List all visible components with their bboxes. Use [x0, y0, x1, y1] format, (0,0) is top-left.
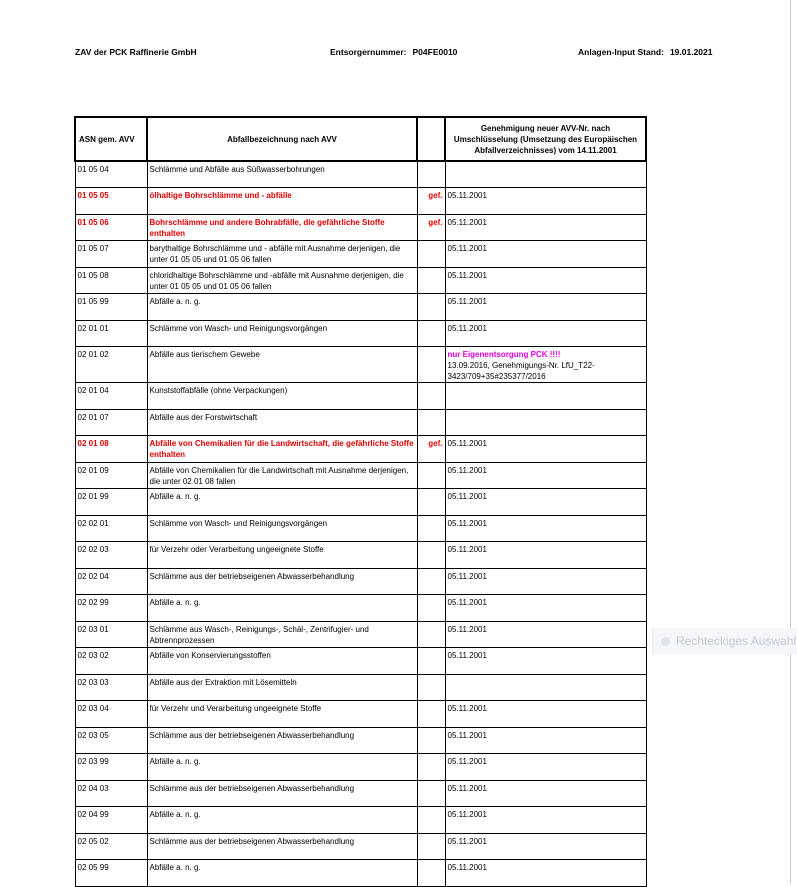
cell-description: Abfälle von Chemikalien für die Landwirtschaft, die gefährliche Stoffe enthalten [147, 436, 417, 463]
cell-description: Abfälle a. n. g. [147, 860, 417, 887]
cell-hazard-flag [417, 595, 445, 622]
table-row [75, 701, 646, 728]
cell-hazard-flag [417, 648, 445, 675]
cell-description: Schlämme aus der betriebseigenen Abwasserbehandlung [147, 780, 417, 807]
cell-hazard-flag [417, 833, 445, 860]
cell-asn: 02 03 99 [75, 754, 147, 781]
cell-approval: 05.11.2001 [445, 727, 646, 754]
cell-hazard-flag [417, 701, 445, 728]
cell-hazard-flag [417, 320, 445, 347]
table-row [75, 347, 646, 383]
cell-hazard-flag [417, 347, 445, 383]
cell-asn: 02 01 01 [75, 320, 147, 347]
cell-hazard-flag [417, 542, 445, 569]
cell-hazard-flag: gef. [417, 188, 445, 215]
cell-asn: 02 04 99 [75, 807, 147, 834]
cell-asn: 02 02 01 [75, 515, 147, 542]
cell-asn: 02 01 07 [75, 409, 147, 436]
cell-asn: 02 03 03 [75, 674, 147, 701]
entsorgernummer-value: P04FE0010 [412, 47, 458, 57]
cell-approval: 05.11.2001 [445, 648, 646, 675]
cell-approval: 05.11.2001 [445, 188, 646, 215]
table-row [75, 294, 646, 321]
cell-approval: 05.11.2001 [445, 489, 646, 516]
waste-code-table [74, 116, 647, 887]
cell-asn: 02 03 04 [75, 701, 147, 728]
cell-description: barythaltige Bohrschlämme und - abfälle mit Ausnahme derjenigen, die unter 01 05 05 und 01 05 06 fallen [147, 241, 417, 268]
cell-asn: 01 05 05 [75, 188, 147, 215]
cell-asn: 02 03 02 [75, 648, 147, 675]
cell-approval: 05.11.2001 [445, 621, 646, 648]
table-row [75, 241, 646, 268]
cell-hazard-flag [417, 727, 445, 754]
entsorgernummer-label: Entsorgernummer: [330, 47, 407, 57]
cell-asn: 02 02 99 [75, 595, 147, 622]
cell-description: Abfälle von Konservierungsstoffen [147, 648, 417, 675]
cell-hazard-flag [417, 754, 445, 781]
cell-hazard-flag [417, 568, 445, 595]
approval-note-highlight: nur Eigenentsorgung PCK !!!! [447, 350, 561, 359]
table-row [75, 754, 646, 781]
cell-hazard-flag [417, 383, 445, 410]
cell-hazard-flag [417, 807, 445, 834]
cell-asn: 02 01 04 [75, 383, 147, 410]
cell-hazard-flag [417, 161, 445, 188]
cell-asn: 02 03 01 [75, 621, 147, 648]
cell-hazard-flag [417, 241, 445, 268]
cell-description: Kunststoffabfälle (ohne Verpackungen) [147, 383, 417, 410]
cell-asn: 02 02 03 [75, 542, 147, 569]
table-row [75, 595, 646, 622]
cell-hazard-flag [417, 409, 445, 436]
cell-asn: 02 01 02 [75, 347, 147, 383]
cell-approval [445, 674, 646, 701]
cell-hazard-flag [417, 462, 445, 489]
cell-approval: 05.11.2001 [445, 542, 646, 569]
cell-approval: 05.11.2001 [445, 515, 646, 542]
cell-asn: 02 01 09 [75, 462, 147, 489]
table-row [75, 383, 646, 410]
cell-description: für Verzehr und Verarbeitung ungeeignete Stoffe [147, 701, 417, 728]
cell-asn: 02 03 05 [75, 727, 147, 754]
cell-hazard-flag: gef. [417, 214, 445, 241]
cell-asn: 02 04 03 [75, 780, 147, 807]
cell-asn: 02 02 04 [75, 568, 147, 595]
table-row [75, 161, 646, 188]
cell-approval [445, 347, 646, 383]
input-stand-label: Anlagen-Input Stand: [578, 47, 664, 57]
cell-asn: 01 05 07 [75, 241, 147, 268]
cell-approval: 05.11.2001 [445, 701, 646, 728]
cell-description: chloridhaltige Bohrschlämme und -abfälle mit Ausnahme derjenigen, die unter 01 05 05 und 01 05 06 fallen [147, 267, 417, 294]
column-header-approval: Genehmigung neuer AVV-Nr. nach Umschlüsselung (Umsetzung des Europäischen Abfallverzeichnisses) vom 14.11.2001 [445, 117, 646, 161]
tool-tooltip [652, 628, 797, 654]
cell-asn: 01 05 06 [75, 214, 147, 241]
table-row [75, 727, 646, 754]
table-header-row [75, 117, 646, 161]
cell-description: Schlämme aus der betriebseigenen Abwasserbehandlung [147, 833, 417, 860]
entsorgernummer [330, 47, 457, 57]
table-row [75, 621, 646, 648]
table-row [75, 542, 646, 569]
column-header-flag [417, 117, 445, 161]
table-row [75, 780, 646, 807]
cell-approval [445, 383, 646, 410]
table-row [75, 320, 646, 347]
table-row [75, 409, 646, 436]
cell-description: Schlämme aus der betriebseigenen Abwasserbehandlung [147, 727, 417, 754]
cell-approval: 05.11.2001 [445, 462, 646, 489]
cell-hazard-flag [417, 780, 445, 807]
cell-description: Abfälle von Chemikalien für die Landwirtschaft mit Ausnahme derjenigen, die unter 02 01 08 fallen [147, 462, 417, 489]
tooltip-text: Rechteckiges Auswahl [676, 634, 797, 648]
cell-description: für Verzehr oder Verarbeitung ungeeignete Stoffe [147, 542, 417, 569]
cell-approval: 05.11.2001 [445, 267, 646, 294]
table-row [75, 674, 646, 701]
cell-description: Abfälle a. n. g. [147, 754, 417, 781]
table-row [75, 462, 646, 489]
cell-hazard-flag [417, 674, 445, 701]
table-row [75, 515, 646, 542]
cell-description: Schlämme aus der betriebseigenen Abwasserbehandlung [147, 568, 417, 595]
approval-note: 13.09.2016, Genehmigungs-Nr. LfU_T22-3423/709+35#235377/2016 [447, 361, 595, 381]
table-row [75, 214, 646, 241]
cell-approval: 05.11.2001 [445, 214, 646, 241]
cell-description: Abfälle aus der Extraktion mit Lösemitteln [147, 674, 417, 701]
table-row [75, 807, 646, 834]
cell-description: Bohrschlämme und andere Bohrabfälle, die gefährliche Stoffe enthalten [147, 214, 417, 241]
cell-approval: 05.11.2001 [445, 294, 646, 321]
column-header-description: Abfallbezeichnung nach AVV [147, 117, 417, 161]
cell-approval [445, 161, 646, 188]
cell-description: Abfälle aus der Forstwirtschaft [147, 409, 417, 436]
table-row [75, 489, 646, 516]
cell-approval: 05.11.2001 [445, 568, 646, 595]
table-row [75, 267, 646, 294]
cell-description: Abfälle a. n. g. [147, 489, 417, 516]
cell-description: Abfälle a. n. g. [147, 294, 417, 321]
cell-hazard-flag [417, 267, 445, 294]
cell-approval: 05.11.2001 [445, 241, 646, 268]
cell-description: Schlämme und Abfälle aus Süßwasserbohrungen [147, 161, 417, 188]
cell-approval: 05.11.2001 [445, 780, 646, 807]
cell-asn: 02 01 08 [75, 436, 147, 463]
cell-asn: 02 05 02 [75, 833, 147, 860]
cell-approval: 05.11.2001 [445, 807, 646, 834]
selection-tool-icon [661, 637, 670, 646]
cell-description: Schlämme aus Wasch-, Reinigungs-, Schäl-, Zentrifugier- und Abtrennprozessen [147, 621, 417, 648]
table-row [75, 436, 646, 463]
cell-approval: 05.11.2001 [445, 860, 646, 887]
input-stand-value: 19.01.2021 [669, 47, 713, 57]
cell-asn: 02 05 99 [75, 860, 147, 887]
cell-approval: 05.11.2001 [445, 754, 646, 781]
table-row [75, 568, 646, 595]
cell-description: Abfälle a. n. g. [147, 807, 417, 834]
cell-approval: 05.11.2001 [445, 320, 646, 347]
cell-hazard-flag [417, 489, 445, 516]
table-row [75, 860, 646, 887]
cell-asn: 01 05 08 [75, 267, 147, 294]
cell-description: Abfälle aus tierischem Gewebe [147, 347, 417, 383]
cell-approval: 05.11.2001 [445, 436, 646, 463]
cell-approval: 05.11.2001 [445, 595, 646, 622]
table-row [75, 648, 646, 675]
company-name: ZAV der PCK Raffinerie GmbH [75, 47, 197, 57]
cell-asn: 02 01 99 [75, 489, 147, 516]
cell-hazard-flag [417, 621, 445, 648]
cell-hazard-flag [417, 515, 445, 542]
table-row [75, 833, 646, 860]
column-header-asn: ASN gem. AVV [75, 117, 147, 161]
cell-asn: 01 05 99 [75, 294, 147, 321]
cell-approval: 05.11.2001 [445, 833, 646, 860]
cell-approval [445, 409, 646, 436]
cell-description: Schlämme von Wasch- und Reinigungsvorgängen [147, 515, 417, 542]
cell-description: ölhaltige Bohrschlämme und - abfälle [147, 188, 417, 215]
cell-asn: 01 05 04 [75, 161, 147, 188]
cell-hazard-flag [417, 294, 445, 321]
input-stand [578, 47, 712, 57]
cell-description: Schlämme von Wasch- und Reinigungsvorgängen [147, 320, 417, 347]
table-row [75, 188, 646, 215]
cell-hazard-flag: gef. [417, 436, 445, 463]
cell-description: Abfälle a. n. g. [147, 595, 417, 622]
cell-hazard-flag [417, 860, 445, 887]
